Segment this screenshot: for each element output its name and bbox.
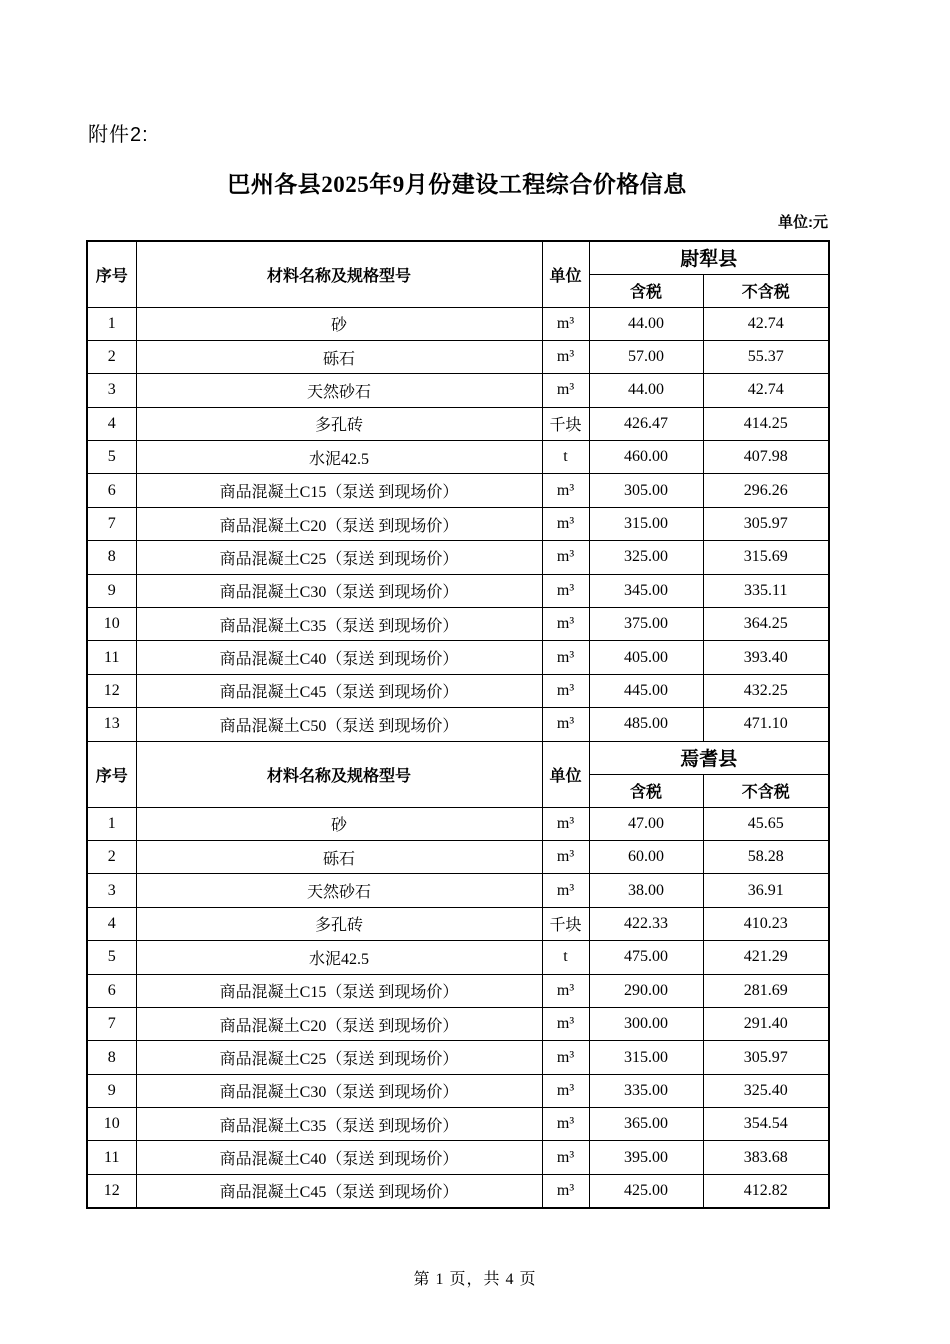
- cell-tax-included: 345.00: [589, 574, 703, 607]
- table-row: [87, 374, 829, 407]
- cell-unit: t: [542, 941, 589, 974]
- cell-tax-excluded: 36.91: [703, 874, 829, 907]
- cell-seq: 9: [87, 1074, 136, 1107]
- cell-material: 商品混凝土C20（泵送 到现场价）: [136, 507, 542, 540]
- cell-material: 多孔砖: [136, 407, 542, 440]
- cell-material: 天然砂石: [136, 874, 542, 907]
- price-table: [86, 240, 830, 1209]
- cell-tax-included: 315.00: [589, 507, 703, 540]
- cell-material: 天然砂石: [136, 374, 542, 407]
- col-header-tax-included: 含税: [589, 774, 703, 807]
- table-row: [87, 708, 829, 741]
- cell-unit: m³: [542, 574, 589, 607]
- table-row: [87, 574, 829, 607]
- cell-tax-included: 422.33: [589, 907, 703, 940]
- cell-tax-excluded: 55.37: [703, 340, 829, 373]
- cell-tax-included: 315.00: [589, 1041, 703, 1074]
- cell-tax-excluded: 354.54: [703, 1108, 829, 1141]
- cell-unit: m³: [542, 1007, 589, 1040]
- cell-tax-excluded: 315.69: [703, 541, 829, 574]
- cell-unit: m³: [542, 1174, 589, 1207]
- cell-seq: 4: [87, 907, 136, 940]
- table-row: [87, 1108, 829, 1141]
- cell-seq: 1: [87, 307, 136, 340]
- cell-unit: m³: [542, 708, 589, 741]
- cell-material: 水泥42.5: [136, 441, 542, 474]
- cell-tax-excluded: 281.69: [703, 974, 829, 1007]
- cell-tax-excluded: 414.25: [703, 407, 829, 440]
- cell-unit: m³: [542, 1108, 589, 1141]
- cell-material: 商品混凝土C45（泵送 到现场价）: [136, 1174, 542, 1207]
- cell-seq: 5: [87, 441, 136, 474]
- table-row: [87, 441, 829, 474]
- cell-material: 多孔砖: [136, 907, 542, 940]
- cell-seq: 13: [87, 708, 136, 741]
- cell-tax-included: 445.00: [589, 674, 703, 707]
- cell-tax-excluded: 407.98: [703, 441, 829, 474]
- cell-tax-excluded: 364.25: [703, 608, 829, 641]
- cell-unit: 千块: [542, 907, 589, 940]
- cell-tax-included: 335.00: [589, 1074, 703, 1107]
- table-row: [87, 541, 829, 574]
- cell-material: 商品混凝土C20（泵送 到现场价）: [136, 1007, 542, 1040]
- table-row: [87, 608, 829, 641]
- cell-unit: m³: [542, 1074, 589, 1107]
- cell-material: 商品混凝土C50（泵送 到现场价）: [136, 708, 542, 741]
- table-row: [87, 507, 829, 540]
- cell-tax-excluded: 393.40: [703, 641, 829, 674]
- cell-tax-included: 405.00: [589, 641, 703, 674]
- cell-unit: m³: [542, 807, 589, 840]
- price-table-body: [87, 241, 829, 1208]
- cell-tax-included: 305.00: [589, 474, 703, 507]
- cell-seq: 2: [87, 840, 136, 873]
- cell-tax-excluded: 42.74: [703, 307, 829, 340]
- cell-tax-included: 426.47: [589, 407, 703, 440]
- cell-tax-excluded: 291.40: [703, 1007, 829, 1040]
- cell-tax-included: 47.00: [589, 807, 703, 840]
- county-header: 焉耆县: [589, 741, 829, 774]
- cell-tax-excluded: 42.74: [703, 374, 829, 407]
- cell-material: 商品混凝土C35（泵送 到现场价）: [136, 1108, 542, 1141]
- cell-material: 商品混凝土C40（泵送 到现场价）: [136, 641, 542, 674]
- cell-unit: m³: [542, 474, 589, 507]
- cell-tax-included: 290.00: [589, 974, 703, 1007]
- cell-material: 水泥42.5: [136, 941, 542, 974]
- section-header-row-1: [87, 241, 829, 274]
- cell-tax-included: 365.00: [589, 1108, 703, 1141]
- cell-tax-included: 475.00: [589, 941, 703, 974]
- cell-seq: 12: [87, 1174, 136, 1207]
- col-header-material: 材料名称及规格型号: [136, 741, 542, 807]
- cell-tax-excluded: 45.65: [703, 807, 829, 840]
- cell-material: 商品混凝土C25（泵送 到现场价）: [136, 1041, 542, 1074]
- cell-unit: m³: [542, 1141, 589, 1174]
- unit-note: 单位:元: [778, 214, 828, 231]
- cell-unit: m³: [542, 307, 589, 340]
- cell-tax-excluded: 383.68: [703, 1141, 829, 1174]
- table-row: [87, 1007, 829, 1040]
- cell-material: 商品混凝土C30（泵送 到现场价）: [136, 574, 542, 607]
- table-row: [87, 674, 829, 707]
- cell-tax-excluded: 432.25: [703, 674, 829, 707]
- cell-unit: m³: [542, 641, 589, 674]
- cell-unit: m³: [542, 374, 589, 407]
- attachment-label: 附件2:: [88, 124, 149, 146]
- col-header-tax-excluded: 不含税: [703, 774, 829, 807]
- cell-seq: 4: [87, 407, 136, 440]
- cell-material: 砾石: [136, 340, 542, 373]
- cell-seq: 9: [87, 574, 136, 607]
- table-row: [87, 474, 829, 507]
- col-header-unit: 单位: [542, 741, 589, 807]
- cell-seq: 7: [87, 1007, 136, 1040]
- page-footer: 第 1 页，共 4 页: [413, 1271, 537, 1288]
- col-header-seq: 序号: [87, 241, 136, 307]
- table-row: [87, 1141, 829, 1174]
- col-header-material: 材料名称及规格型号: [136, 241, 542, 307]
- cell-tax-excluded: 296.26: [703, 474, 829, 507]
- table-row: [87, 407, 829, 440]
- cell-material: 砂: [136, 307, 542, 340]
- cell-seq: 6: [87, 474, 136, 507]
- cell-seq: 6: [87, 974, 136, 1007]
- cell-unit: m³: [542, 340, 589, 373]
- cell-tax-excluded: 421.29: [703, 941, 829, 974]
- cell-seq: 3: [87, 374, 136, 407]
- cell-seq: 1: [87, 807, 136, 840]
- cell-tax-excluded: 325.40: [703, 1074, 829, 1107]
- cell-unit: m³: [542, 541, 589, 574]
- cell-seq: 10: [87, 608, 136, 641]
- cell-tax-excluded: 412.82: [703, 1174, 829, 1207]
- cell-unit: m³: [542, 674, 589, 707]
- cell-unit: m³: [542, 840, 589, 873]
- cell-seq: 5: [87, 941, 136, 974]
- cell-unit: m³: [542, 507, 589, 540]
- cell-tax-included: 44.00: [589, 307, 703, 340]
- cell-unit: m³: [542, 974, 589, 1007]
- cell-tax-included: 300.00: [589, 1007, 703, 1040]
- table-row: [87, 941, 829, 974]
- page-title: 巴州各县2025年9月份建设工程综合价格信息: [227, 172, 687, 197]
- table-row: [87, 1074, 829, 1107]
- table-row: [87, 974, 829, 1007]
- table-row: [87, 307, 829, 340]
- cell-tax-included: 60.00: [589, 840, 703, 873]
- cell-seq: 11: [87, 641, 136, 674]
- cell-unit: m³: [542, 608, 589, 641]
- cell-tax-excluded: 335.11: [703, 574, 829, 607]
- cell-unit: m³: [542, 1041, 589, 1074]
- cell-tax-included: 375.00: [589, 608, 703, 641]
- cell-tax-excluded: 410.23: [703, 907, 829, 940]
- cell-unit: t: [542, 441, 589, 474]
- cell-tax-included: 38.00: [589, 874, 703, 907]
- cell-tax-excluded: 305.97: [703, 507, 829, 540]
- cell-tax-excluded: 471.10: [703, 708, 829, 741]
- cell-material: 砂: [136, 807, 542, 840]
- cell-seq: 2: [87, 340, 136, 373]
- col-header-tax-included: 含税: [589, 274, 703, 307]
- cell-seq: 10: [87, 1108, 136, 1141]
- col-header-tax-excluded: 不含税: [703, 274, 829, 307]
- table-row: [87, 840, 829, 873]
- table-row: [87, 340, 829, 373]
- cell-material: 商品混凝土C15（泵送 到现场价）: [136, 474, 542, 507]
- cell-unit: 千块: [542, 407, 589, 440]
- cell-material: 商品混凝土C35（泵送 到现场价）: [136, 608, 542, 641]
- cell-material: 商品混凝土C15（泵送 到现场价）: [136, 974, 542, 1007]
- cell-tax-included: 460.00: [589, 441, 703, 474]
- cell-tax-included: 44.00: [589, 374, 703, 407]
- cell-seq: 8: [87, 541, 136, 574]
- table-row: [87, 874, 829, 907]
- cell-seq: 8: [87, 1041, 136, 1074]
- cell-material: 商品混凝土C45（泵送 到现场价）: [136, 674, 542, 707]
- table-row: [87, 641, 829, 674]
- cell-tax-included: 395.00: [589, 1141, 703, 1174]
- cell-seq: 3: [87, 874, 136, 907]
- cell-material: 商品混凝土C25（泵送 到现场价）: [136, 541, 542, 574]
- cell-tax-excluded: 305.97: [703, 1041, 829, 1074]
- cell-tax-included: 57.00: [589, 340, 703, 373]
- section-header-row-1: [87, 741, 829, 774]
- cell-material: 砾石: [136, 840, 542, 873]
- table-row: [87, 1174, 829, 1207]
- cell-tax-included: 425.00: [589, 1174, 703, 1207]
- cell-unit: m³: [542, 874, 589, 907]
- table-row: [87, 807, 829, 840]
- col-header-unit: 单位: [542, 241, 589, 307]
- cell-seq: 12: [87, 674, 136, 707]
- cell-tax-included: 325.00: [589, 541, 703, 574]
- cell-tax-included: 485.00: [589, 708, 703, 741]
- cell-material: 商品混凝土C40（泵送 到现场价）: [136, 1141, 542, 1174]
- cell-seq: 11: [87, 1141, 136, 1174]
- col-header-seq: 序号: [87, 741, 136, 807]
- cell-tax-excluded: 58.28: [703, 840, 829, 873]
- table-row: [87, 907, 829, 940]
- county-header: 尉犁县: [589, 241, 829, 274]
- table-row: [87, 1041, 829, 1074]
- cell-seq: 7: [87, 507, 136, 540]
- cell-material: 商品混凝土C30（泵送 到现场价）: [136, 1074, 542, 1107]
